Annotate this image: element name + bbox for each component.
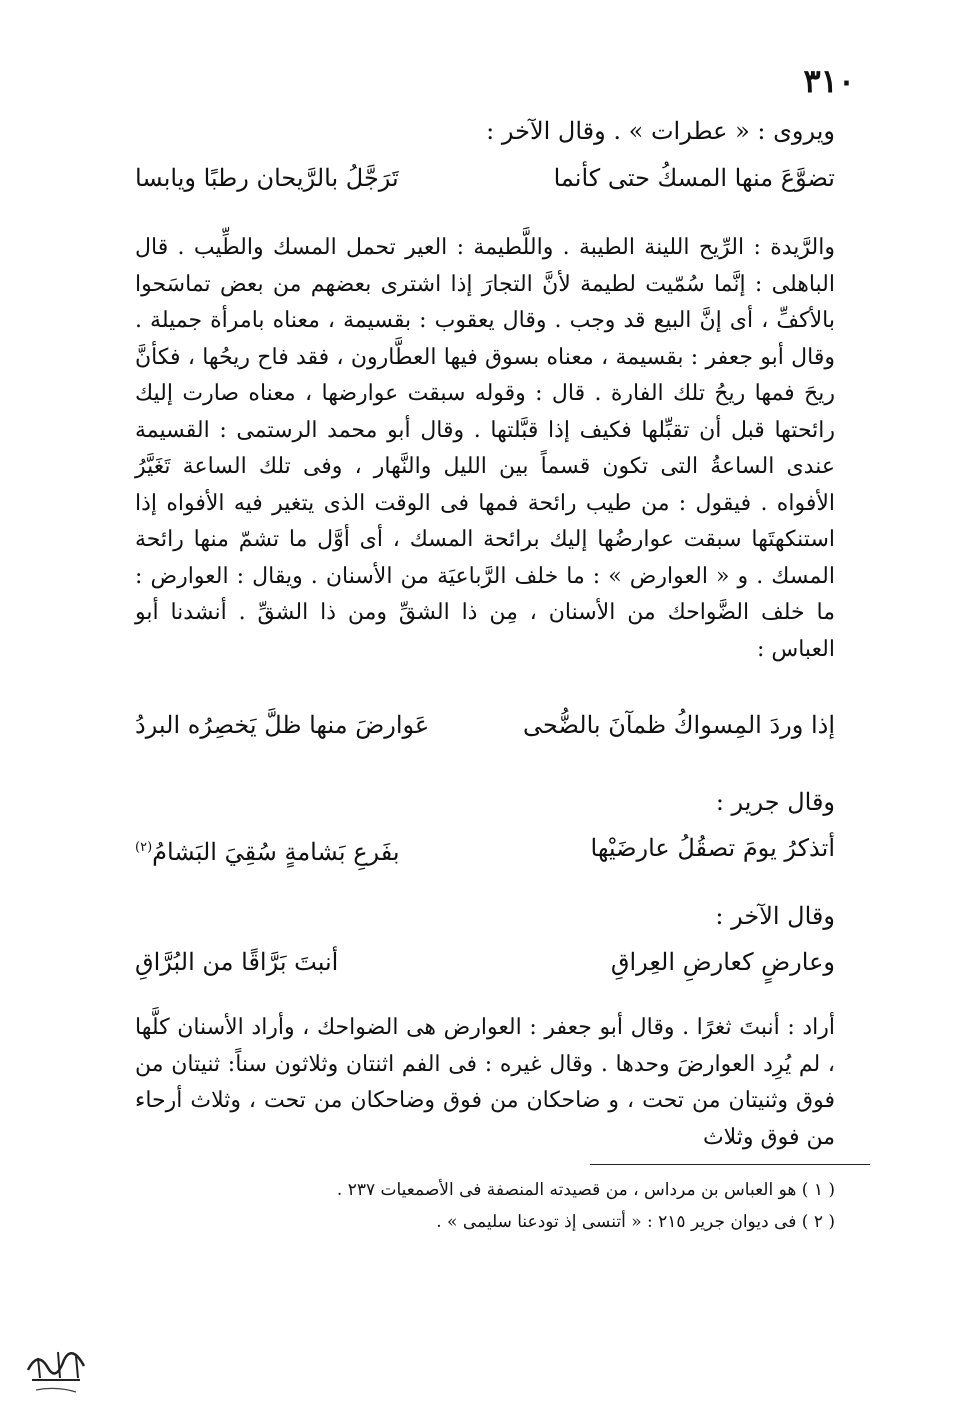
intro-jarir: وقال جرير : [715,788,835,816]
footnote-2-number: ( ٢ ) [801,1212,835,1232]
verse-4 [135,942,835,982]
footnote-divider [590,1164,870,1165]
footnotes [135,1174,835,1238]
footnote-ref-2: (٢) [135,840,153,855]
footnote-1 [135,1174,835,1206]
verse-4-second-hemistich: أنبتَ بَرَّاقًا من البُرَّاقِ [135,948,339,976]
footnote-1-number: ( ١ ) [801,1180,835,1200]
commentary-paragraph-1 [135,230,835,668]
page-number: ٣١٠ [803,62,855,100]
verse-1-first-hemistich: تضوَّعَ منها المسكُ حتى كأنما [553,164,835,192]
verse-1 [135,158,835,198]
intro-line: ويروى : « عطرات » . وقال الآخر : [486,117,835,145]
footnote-2-text: فى ديوان جرير ٢١٥ : « أتنسى إذ تودعنا سليمى » . [436,1212,797,1232]
verse-4-first-hemistich: وعارضٍ كعارضِ العِراقِ [610,948,835,976]
verse-1-second-hemistich: تَرَجَّلُ بالرَّيحان رطبًا ويابسا [135,164,399,192]
verse-3-first-hemistich: أتذكرُ يومَ تصقُلُ عارضَيْها [590,834,835,862]
verse-2-second-hemistich: عَوارضَ منها ظلَّ يَخصِرُه البردُ [135,711,430,739]
commentary-paragraph-2 [135,1010,835,1156]
verse-2-first-hemistich: إذا وردَ المِسواكُ ظمآنَ بالضُّحى [522,711,835,739]
verse-3 [135,828,835,868]
verse-3-second-text: بفَرعِ بَشامةٍ سُقِيَ البَشامُ [152,838,400,866]
commentary-text-2: أراد : أنبتَ ثغرًا . وقال أبو جعفر : العوارض هى الضواحك ، وأراد الأسنان كلَّها ، لم يُرِد العوارضَ وحدها . وقال غيره : فى الفم اثنتان وثلاثون سناً: ثنيتان من فوق وثنيتان من تحت ، و ضاحكان من فوق وضاحكان من تحت ، وثلاث أرحاء من فوق وثلاث [135,1015,835,1150]
footnote-1-text: هو العباس بن مرداس ، من قصيدته المنصفة فى الأصمعيات ٢٣٧ . [336,1180,797,1200]
library-stamp-logo [18,1330,94,1406]
verse-2 [135,705,835,745]
footnote-2 [135,1206,835,1238]
verse-3-second-hemistich [135,828,400,872]
commentary-text-1: والرَّيدة : الرِّيح اللينة الطيبة . واللَّطيمة : العير تحمل المسك والطِّيب . قال الباهلى : إنَّما سُمّيت لطيمة لأنَّ التجارَ إذا اشترى بعضهم من بعض تماسَحوا بالأكفِّ ، أى إنَّ البيع قد وجب . وقال يعقوب : بقسيمة ، معناه بامرأة جميلة . وقال أبو جعفر : بقسيمة ، معناه بسوق فيها العطَّارون ، فقد فاح ريحُها ، فكأنَّ ريحَ فمها ريحُ تلك الفارة . قال : وقوله سبقت عوارضها ، معناه صارت إليك رائحتها قبل أن تقبِّلها فكيف إذا قبَّلتها . وقال أبو محمد الرستمى : القسيمة عندى الساعةُ التى تكون قسماً بين الليل والنَّهار ، وفى تلك الساعة تَغَيَّرُ الأفواه . فيقول : من طيب رائحة فمها فى الوقت الذى يتغير فيه الأفواه إذا استنكهتَها سبقت عوارضُها إليك برائحة المسك ، أى أوَّل ما تشمّ منها رائحة المسك . و « العوارض » : ما خلف الرَّباعيَة من الأسنان . ويقال : العوارض : ما خلف الضَّواحك من الأسنان ، مِن ذا الشقِّ ومن ذا الشقِّ . أنشدنا أبو العباس : [135,235,835,662]
intro-other: وقال الآخر : [715,902,835,930]
